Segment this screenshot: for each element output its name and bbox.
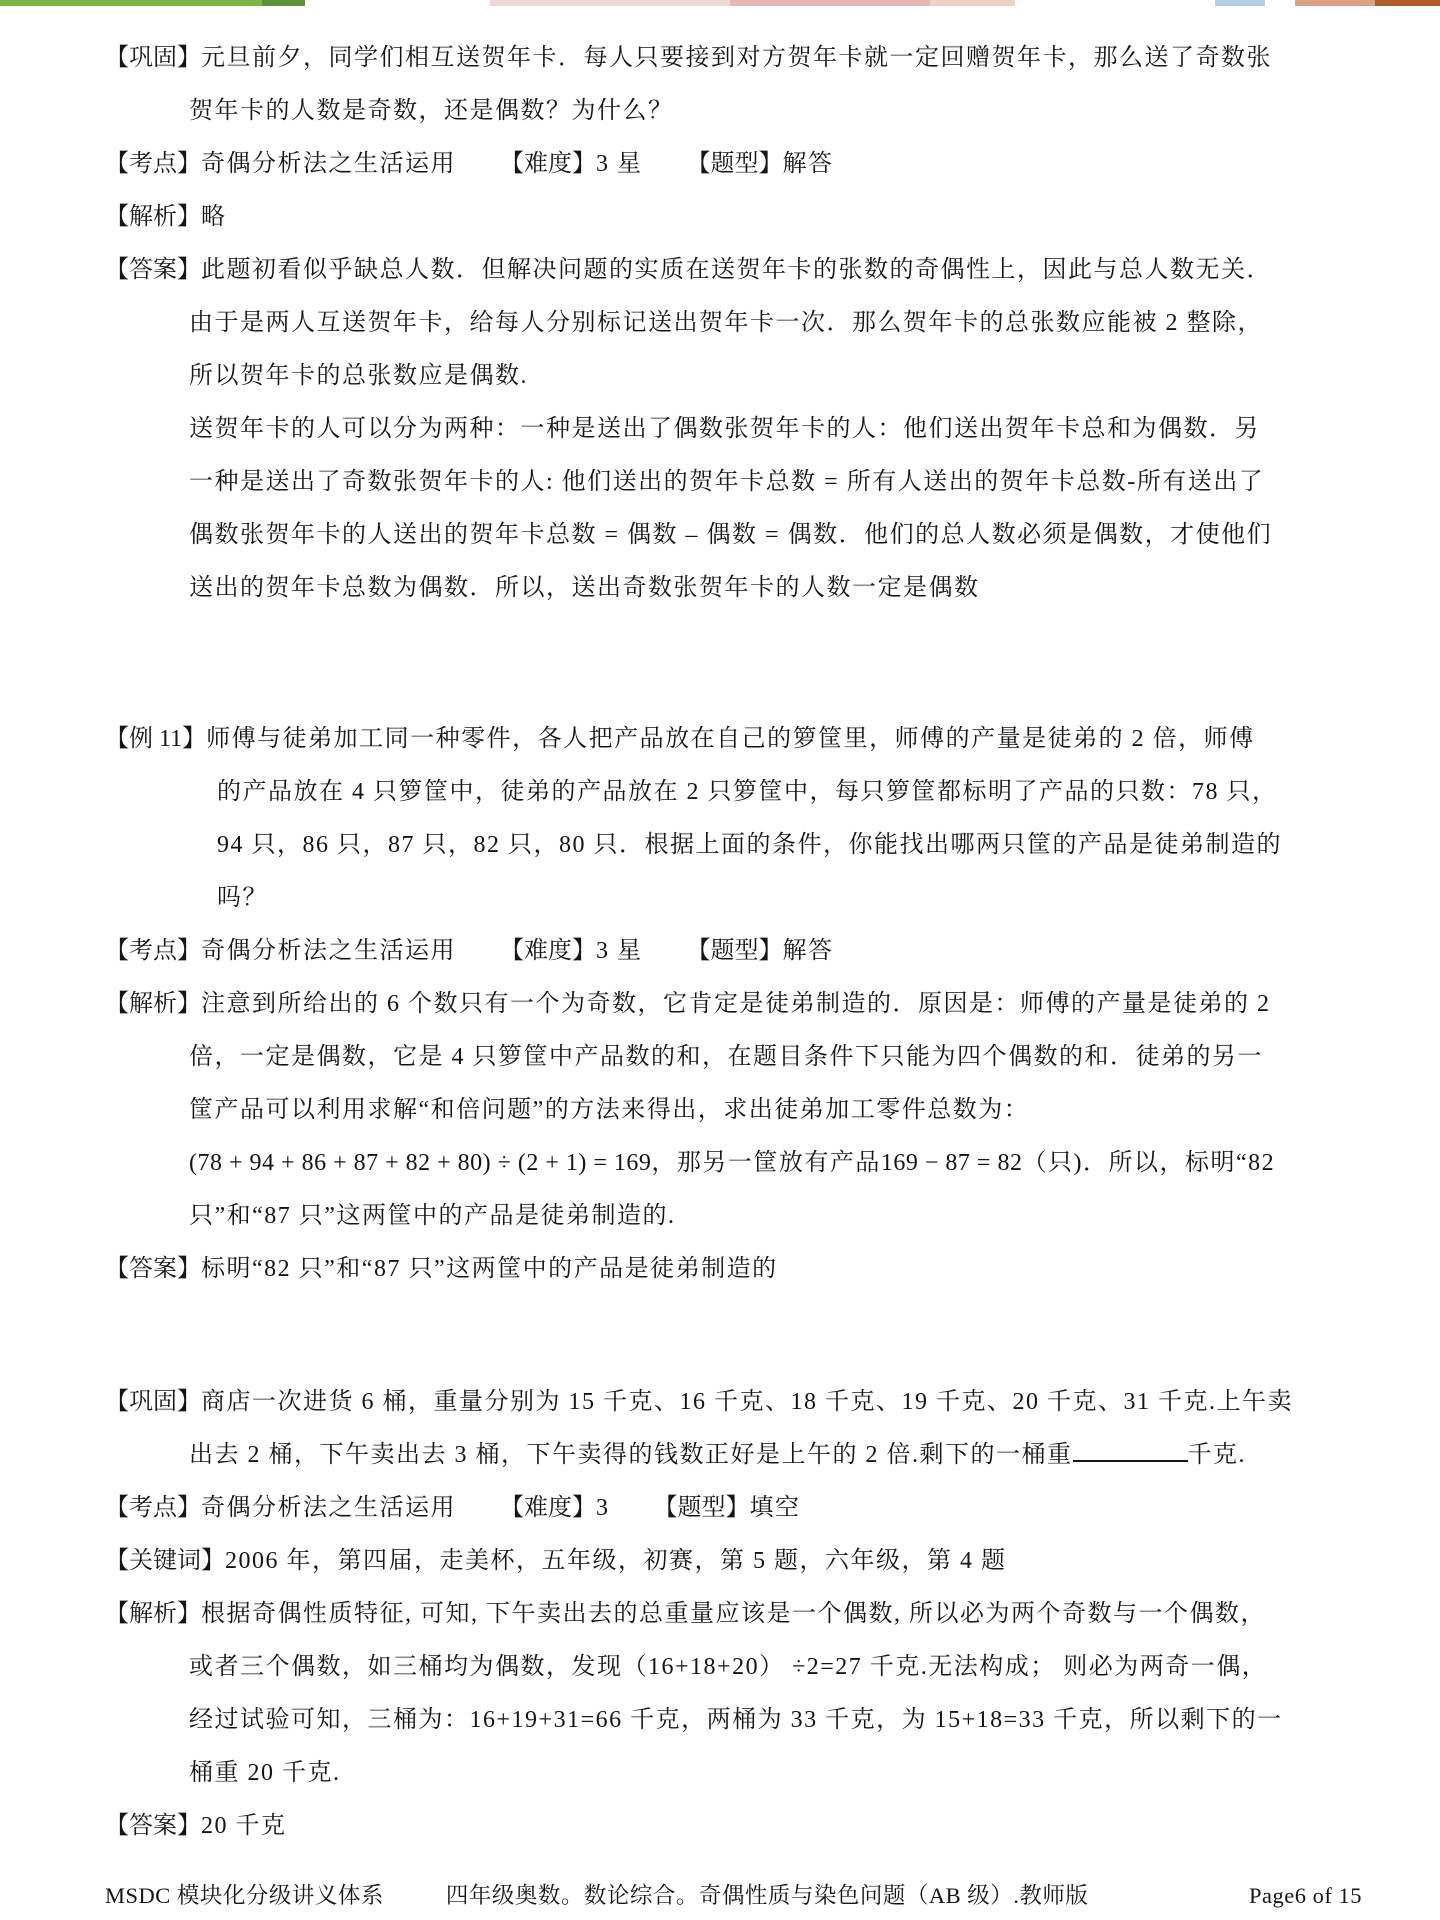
nandu-value: 3 星 [596, 151, 643, 177]
page-footer [105, 1878, 1362, 1910]
answer-text: 20 千克 [201, 1813, 287, 1839]
nandu-value: 3 星 [596, 938, 643, 964]
tag-nandu: 【难度】 [500, 938, 596, 964]
analysis-line [189, 1031, 1365, 1084]
tag-tixing: 【题型】 [686, 151, 783, 177]
formula-expression: 169 − 87 = 82 [880, 1150, 1023, 1176]
tixing-value: 填空 [749, 1495, 801, 1521]
example-block-11 [105, 713, 1365, 925]
problem-text: 元旦前夕，同学们相互送贺年卡．每人只要接到对方贺年卡就一定回赠贺年卡，那么送了奇数张 [201, 45, 1272, 71]
header-image-segment [305, 0, 490, 6]
example-line [217, 819, 1365, 872]
tag-tixing: 【题型】 [653, 1495, 750, 1521]
header-image-segment [1015, 0, 1215, 6]
tixing-value: 解答 [782, 151, 834, 177]
analysis-line [105, 978, 1365, 1031]
header-image-strip [0, 0, 1440, 6]
analysis-text: 根据奇偶性质特征, 可知, 下午卖出去的总重量应该是一个偶数, 所以必为两个奇数与一个偶数， [201, 1601, 1266, 1627]
tag-jiexi: 【解析】 [105, 991, 201, 1017]
answer-line [105, 244, 1365, 297]
tag-nandu: 【难度】 [500, 151, 596, 177]
header-image-segment [1295, 0, 1375, 6]
answer-text: 一种是送出了奇数张贺年卡的人: 他们送出的贺年卡总数 = 所有人送出的贺年卡总数-所有送出了 [189, 469, 1265, 495]
footer-course-title: 四年级奥数。数论综合。奇偶性质与染色问题（AB 级）.教师版 [445, 1883, 1089, 1908]
analysis-block-2 [105, 978, 1365, 1243]
answer-text: 所以贺年卡的总张数应是偶数. [189, 363, 528, 389]
tixing-value: 解答 [782, 938, 834, 964]
document-content [105, 32, 1365, 1853]
analysis-text: 或者三个偶数，如三桶均为偶数，发现（16+18+20） ÷2=27 千克.无法构成； 则必为两奇一偶， [189, 1654, 1268, 1680]
meta-row [105, 138, 1365, 191]
answer-text: 标明“82 只”和“87 只”这两筐中的产品是徒弟制造的 [201, 1256, 778, 1282]
nandu-value: 3 [596, 1495, 610, 1521]
problem-line [105, 1376, 1365, 1429]
answer-line [189, 456, 1365, 509]
tag-example-11: 【例 11】 [105, 726, 207, 752]
analysis-line [189, 1694, 1365, 1747]
meta-line-1 [105, 138, 1365, 191]
tag-kaodian: 【考点】 [105, 938, 201, 964]
problem-line [189, 1429, 1365, 1482]
analysis-text: （只)．所以，标明“82 [1022, 1150, 1276, 1176]
problem-text: 千克. [1187, 1442, 1246, 1468]
answer-line [189, 509, 1365, 562]
meta-row [105, 1482, 1365, 1535]
tag-kaodian: 【考点】 [105, 1495, 201, 1521]
header-image-segment [1215, 0, 1265, 6]
analysis-text: 注意到所给出的 6 个数只有一个为奇数，它肯定是徒弟制造的．原因是：师傅的产量是徒弟的 2 [201, 991, 1271, 1017]
answer-text: 送贺年卡的人可以分为两种：一种是送出了偶数张贺年卡的人：他们送出贺年卡总和为偶数．另 [189, 416, 1260, 442]
tag-gongsu: 【巩固】 [105, 45, 201, 71]
tag-jiexi: 【解析】 [105, 1601, 201, 1627]
analysis-line [105, 191, 1365, 244]
analysis-line [189, 1084, 1365, 1137]
example-line [105, 713, 1365, 766]
analysis-line [189, 1641, 1365, 1694]
analysis-block-1 [105, 191, 1365, 244]
tag-tixing: 【题型】 [686, 938, 783, 964]
header-image-segment [1375, 0, 1440, 6]
answer-block-1 [105, 244, 1365, 615]
footer-page-number: Page6 of 15 [1249, 1883, 1362, 1908]
tag-daan: 【答案】 [105, 257, 201, 283]
problem-text: 商店一次进货 6 桶，重量分别为 15 千克、16 千克、18 千克、19 千克、20 千克、31 千克.上午卖 [201, 1389, 1293, 1415]
keywords-text: 2006 年，第四届，走美杯，五年级，初赛，第 5 题，六年级，第 4 题 [225, 1548, 1007, 1574]
meta-line-3 [105, 1482, 1365, 1535]
analysis-text: ，那另一筐放有产品 [651, 1150, 881, 1176]
answer-line [189, 297, 1365, 350]
tag-daan: 【答案】 [105, 1256, 201, 1282]
header-image-segment [262, 0, 305, 6]
analysis-text: 桶重 20 千克. [189, 1760, 341, 1786]
answer-block-3 [105, 1800, 1365, 1853]
answer-line [105, 1800, 1365, 1853]
answer-line [189, 562, 1365, 615]
answer-text: 送出的贺年卡总数为偶数．所以，送出奇数张贺年卡的人数一定是偶数 [189, 575, 980, 601]
analysis-text: 经过试验可知，三桶为：16+19+31=66 千克，两桶为 33 千克，为 15+18=33 千克，所以剩下的一 [189, 1707, 1283, 1733]
kaodian-value: 奇偶分析法之生活运用 [201, 1495, 456, 1521]
tag-nandu: 【难度】 [500, 1495, 596, 1521]
blank-underline [1073, 1435, 1188, 1462]
problem-block-greeting-cards [105, 32, 1365, 138]
analysis-text: 倍，一定是偶数，它是 4 只箩筐中产品数的和，在题目条件下只能为四个偶数的和．徒弟的另一 [189, 1044, 1263, 1070]
answer-text: 由于是两人互送贺年卡，给每人分别标记送出贺年卡一次．那么贺年卡的总张数应能被 2 整除， [189, 310, 1263, 336]
header-image-segment [490, 0, 730, 6]
example-text: 师傅与徒弟加工同一种零件，各人把产品放在自己的箩筐里，师傅的产量是徒弟的 2 倍，师傅 [206, 726, 1255, 752]
tag-guanjianci: 【关键词】 [105, 1548, 225, 1574]
tag-kaodian: 【考点】 [105, 151, 201, 177]
keywords-line [105, 1535, 1365, 1588]
analysis-text: 筐产品可以利用求解“和倍问题”的方法来得出，求出徒弟加工零件总数为： [189, 1097, 1030, 1123]
problem-line [189, 85, 1365, 138]
answer-line [189, 403, 1365, 456]
meta-row [105, 925, 1365, 978]
answer-line [189, 350, 1365, 403]
answer-text: 偶数张贺年卡的人送出的贺年卡总数 = 偶数 – 偶数 = 偶数．他们的总人数必须是偶数，才使他们 [189, 522, 1273, 548]
problem-text: 出去 2 桶，下午卖出去 3 桶，下午卖得的钱数正好是上午的 2 倍.剩下的一桶重 [189, 1442, 1073, 1468]
answer-text: 此题初看似乎缺总人数．但解决问题的实质在送贺年卡的张数的奇偶性上，因此与总人数无关． [201, 257, 1272, 283]
header-image-segment [0, 0, 262, 6]
problem-text: 贺年卡的人数是奇数，还是偶数？为什么？ [189, 98, 674, 124]
header-image-segment [930, 0, 1015, 6]
formula-expression: (78 + 94 + 86 + 87 + 82 + 80) ÷ (2 + 1) = 169 [189, 1150, 652, 1176]
header-image-segment [730, 0, 930, 6]
kaodian-value: 奇偶分析法之生活运用 [201, 151, 456, 177]
kaodian-value: 奇偶分析法之生活运用 [201, 938, 456, 964]
analysis-text: 只”和“87 只”这两筐中的产品是徒弟制造的. [189, 1203, 676, 1229]
tag-daan: 【答案】 [105, 1813, 201, 1839]
analysis-line [105, 1588, 1365, 1641]
analysis-line [189, 1747, 1365, 1800]
problem-line [105, 32, 1365, 85]
header-image-segment [1265, 0, 1295, 6]
answer-block-2 [105, 1243, 1365, 1296]
example-line [217, 872, 1365, 925]
meta-line-2 [105, 925, 1365, 978]
analysis-block-3 [105, 1588, 1365, 1800]
example-text: 94 只，86 只，87 只，82 只，80 只．根据上面的条件，你能找出哪两只筐的产品是徒弟制造的 [217, 832, 1282, 858]
keywords-block [105, 1535, 1365, 1588]
formula-line [189, 1137, 1365, 1190]
example-text: 吗？ [217, 885, 268, 911]
problem-block-barrels [105, 1376, 1365, 1482]
analysis-text: 略 [201, 204, 227, 230]
example-text: 的产品放在 4 只箩筐中，徒弟的产品放在 2 只箩筐中，每只箩筐都标明了产品的只数：78 只， [217, 779, 1278, 805]
tag-gongsu: 【巩固】 [105, 1389, 201, 1415]
footer-series: MSDC 模块化分级讲义体系 [105, 1883, 384, 1908]
tag-jiexi: 【解析】 [105, 204, 201, 230]
example-line [217, 766, 1365, 819]
analysis-line [189, 1190, 1365, 1243]
answer-line [105, 1243, 1365, 1296]
